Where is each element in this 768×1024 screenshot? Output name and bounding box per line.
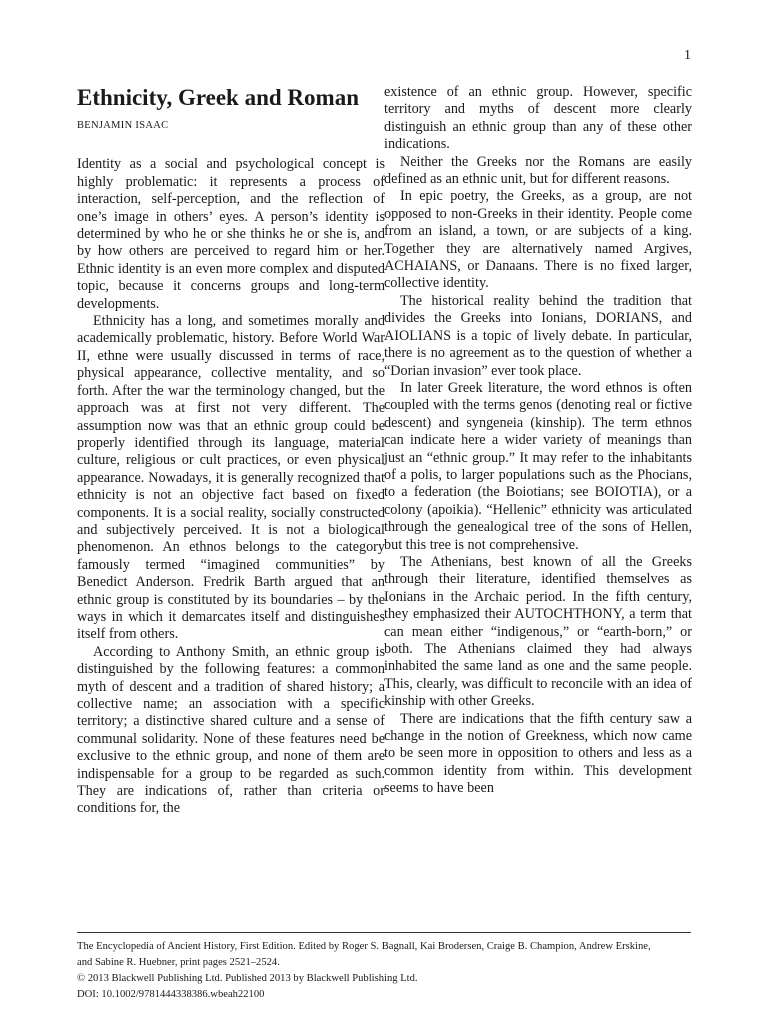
article-author: BENJAMIN ISAAC — [77, 120, 169, 131]
paragraph: In epic poetry, the Greeks, as a group, are not opposed to non-Greeks in their identity. People come from an island, a town, or are subjects of a king. Together they are alternatively named Argives, ACHAIANS, or Danaans. There is no fixed larger, collective identity. — [384, 188, 692, 292]
paragraph: Ethnicity has a long, and sometimes morally and academically problematic, history. Before World War II, ethne were usually discussed in terms of race, physical appearance, collective mentality, and so forth. After the war the terminology changed, but the approach was at first not very different. The assumption now was that an ethnic group could be properly identified through its language, material culture, religious or cult practices, or even physical appearance. Nowadays, it is generally recognized that ethnicity is not an objective fact based on fixed components. It is a social reality, socially constructed and subjectively perceived. It is not a biological phenomenon. An ethnos belongs to the category famously termed “imagined communities” by Benedict Anderson. Fredrik Barth argued that an ethnic group is constituted by its boundaries – by the ways in which it demarcates itself and distinguishes itself from others. — [77, 313, 385, 643]
footer-copyright: © 2013 Blackwell Publishing Ltd. Published 2013 by Blackwell Publishing Ltd. — [77, 973, 418, 984]
paragraph: Identity as a social and psychological concept is highly problematic: it represents a process of interaction, self-perception, and the reflection of one’s image in others’ eyes. A person’s identity is determined by who he or she thinks he or she is, and by how others are perceived to regard him or her. Ethnic identity is an even more complex and disputed topic, because it concerns groups and long-term developments. — [77, 156, 385, 312]
left-column — [77, 84, 385, 818]
paragraph: Neither the Greeks nor the Romans are easily defined as an ethnic unit, but for different reasons. — [384, 153, 692, 188]
paragraph: There are indications that the fifth century saw a change in the notion of Greekness, which now came to be seen more in opposition to others and less as a common identity from within. This development seems to have been — [384, 710, 692, 797]
page-number: 1 — [684, 48, 691, 63]
paragraph: According to Anthony Smith, an ethnic group is distinguished by the following features: a common myth of descent and a tradition of shared history; a collective name; an association with a specific territory; a distinctive shared culture and a sense of communal solidarity. None of these features need be exclusive to the ethnic group, and none of them are indispensable for a group to be regarded as such. They are indications of, rather than criteria or conditions for, the — [77, 643, 385, 817]
footer-citation-cont: and Sabine R. Huebner, print pages 2521–2524. — [77, 957, 280, 968]
footer-rule — [77, 932, 691, 933]
paragraph: The Athenians, best known of all the Greeks through their literature, identified themselves as Ionians in the Archaic period. In the fifth century, they emphasized their AUTOCHTHONY, a term that can mean either “indigenous,” or “earth-born,” or both. The Athenians claimed they had always inhabited the same land as one and the same people. This, clearly, was difficult to reconcile with an idea of kinship with other Greeks. — [384, 553, 692, 710]
paragraph: The historical reality behind the tradition that divides the Greeks into Ionians, DORIANS, and AIOLIANS is a topic of lively debate. In particular, there is no agreement as to the question of whether a “Dorian invasion” ever took place. — [384, 292, 692, 379]
paragraph: In later Greek literature, the word ethnos is often coupled with the terms genos (denoting real or fictive descent) and syngeneia (kinship). The term ethnos can indicate here a wider variety of meanings than just an “ethnic group.” It may refer to the inhabitants of a polis, to larger populations such as the Phocians, to a federation (the Boiotians; see BOIOTIA), or a colony (apoikia). “Hellenic” ethnicity was articulated through the genealogical tree of the sons of Hellen, but this tree is not comprehensive. — [384, 379, 692, 553]
article-title: Ethnicity, Greek and Roman — [77, 85, 359, 110]
right-column — [384, 84, 692, 798]
footer — [77, 939, 691, 1003]
footer-doi: DOI: 10.1002/9781444338386.wbeah22100 — [77, 989, 265, 1000]
paragraph: existence of an ethnic group. However, specific territory and myths of descent more clearly distinguish an ethnic group than any of these other indications. — [384, 84, 692, 153]
footer-citation: The Encyclopedia of Ancient History, First Edition. Edited by Roger S. Bagnall, Kai Brodersen, Craige B. Champion, Andrew Erskine, — [77, 941, 651, 952]
